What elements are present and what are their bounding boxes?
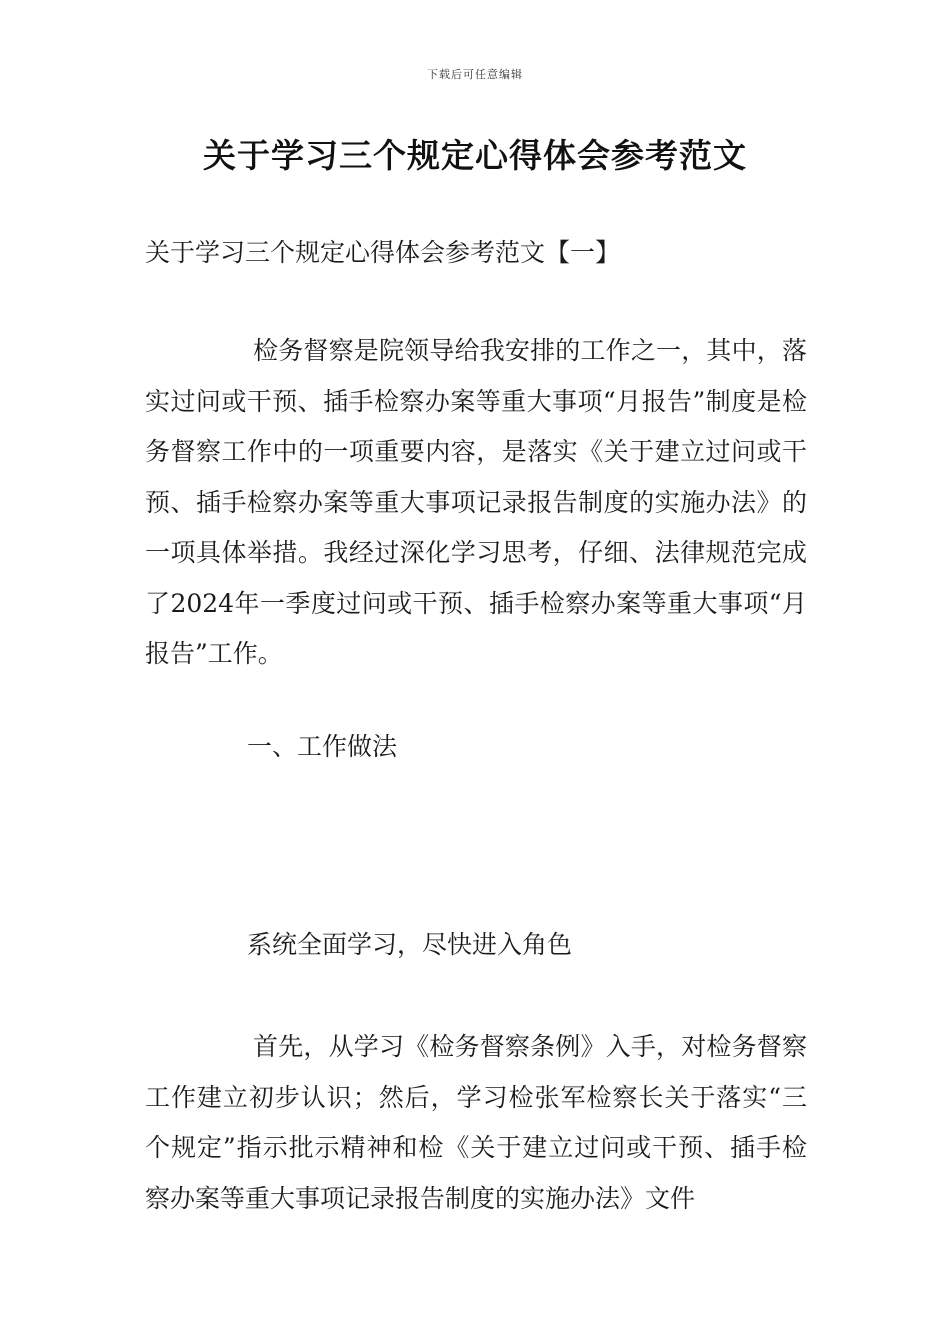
paragraph: 检务督察是院领导给我安排的工作之一，其中，落实过问或干预、插手检察办案等重大事项“月报告”制度是检务督察工作中的一项重要内容，是落实《关于建立过问或干预、插手检察办案等重大事项记录报告制度的实施办法》的一项具体举措。我经过深化学习思考，仔细、法律规范完成了2024年一季度过问或干预、插手检察办案等重大事项“月报告”工作。 (145, 336, 807, 668)
subsection-heading: 系统全面学习，尽快进入角色 (247, 930, 573, 959)
paragraph: 首先，从学习《检务督察条例》入手，对检务督察工作建立初步认识；然后，学习检张军检察长关于落实“三个规定”指示批示精神和检《关于建立过问或干预、插手检察办案等重大事项记录报告制度的实施办法》文件 (145, 1032, 807, 1213)
document-subtitle: 关于学习三个规定心得体会参考范文【一】 (145, 238, 621, 267)
header-note: 下载后可任意编辑 (427, 68, 523, 81)
section-heading: 一、工作做法 (247, 732, 398, 761)
document-title: 关于学习三个规定心得体会参考范文 (203, 136, 747, 175)
